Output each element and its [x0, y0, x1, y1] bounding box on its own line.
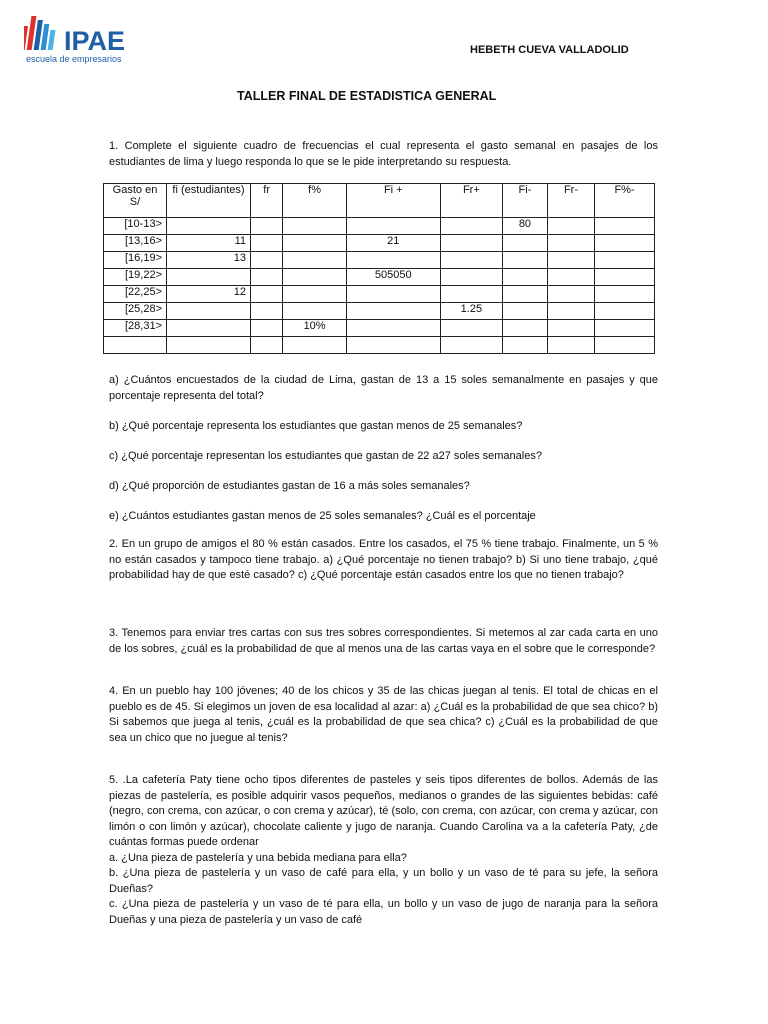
table-cell	[251, 286, 283, 303]
problem-4-text: 4. En un pueblo hay 100 jóvenes; 40 de los chicos y 35 de las chicas juegan al tenis. El total de chicas en el pueblo es de 45. Si elegimos un joven de esa localidad al azar: a) ¿Cuál es la probabilidad de que sea chico? b) Si sabemos que juega al tenis, ¿cuál es la probabilidad de que sea chica? c) ¿Cuál es la probabilidad de que sea un chico que no juegue al tenis?	[109, 685, 658, 744]
table-cell	[251, 235, 283, 252]
table-cell	[346, 320, 440, 337]
header-cell: fi (estudiantes)	[167, 184, 251, 218]
problem-5	[109, 773, 658, 928]
table-row	[104, 320, 655, 337]
table-cell: [19,22>	[104, 269, 167, 286]
table-cell	[440, 218, 502, 235]
problem-5-intro: 5. .La cafetería Paty tiene ocho tipos diferentes de pasteles y seis tipos diferentes de bollos. Además de las piezas de pastelería, es posible adquirir vasos pequeños, medianos o grandes de las siguientes bebidas: café (negro, con crema, con azúcar, o con crema y azúcar), té (solo, con crema, con azúcar, con crema y azúcar, con limón o con limón y azúcar), chocolate caliente y jugo de naranja. Cuando Carolina va a la cafetería Paty, ¿de cuántas formas puede ordenar	[109, 774, 658, 848]
table-cell: 21	[346, 235, 440, 252]
header-cell: f%	[283, 184, 347, 218]
table-cell	[440, 269, 502, 286]
table-row	[104, 252, 655, 269]
table-cell	[283, 269, 347, 286]
table-cell	[167, 320, 251, 337]
problem-2-text: 2. En un grupo de amigos el 80 % están casados. Entre los casados, el 75 % tiene trabajo. Finalmente, un 5 % no están casados y tampoco tiene trabajo. a) ¿Qué porcentaje no tienen trabajo? b) Si uno tiene trabajo, ¿qué probabilidad hay de que esté casado? c) ¿Qué porcentaje están casados entre los que no tienen trabajo?	[109, 538, 658, 581]
table-cell	[346, 286, 440, 303]
problem-3-text: 3. Tenemos para enviar tres cartas con sus tres sobres correspondientes. Si metemos al zar cada carta en uno de los sobres, ¿cuál es la probabilidad de que al menos una de las cartas vaya en el sobre que le corresponde?	[109, 627, 658, 655]
table-cell: 10%	[283, 320, 347, 337]
table-cell	[547, 252, 594, 269]
table-cell: 505050	[346, 269, 440, 286]
table-cell	[503, 269, 548, 286]
table-cell	[595, 218, 655, 235]
table-cell	[283, 218, 347, 235]
table-row	[104, 235, 655, 252]
table-cell: [13,16>	[104, 235, 167, 252]
logo-subtitle: escuela de empresarios	[26, 54, 122, 64]
header-cell: Fr-	[547, 184, 594, 218]
logo-bars-icon	[24, 12, 64, 54]
table-cell	[440, 286, 502, 303]
table-cell	[251, 320, 283, 337]
table-row	[104, 269, 655, 286]
table-cell: [28,31>	[104, 320, 167, 337]
table-cell: 11	[167, 235, 251, 252]
question-a: a) ¿Cuántos encuestados de la ciudad de Lima, gastan de 13 a 15 soles semanalmente en pasajes y que porcentaje representa del total?	[109, 374, 658, 402]
table-cell	[346, 337, 440, 354]
problem-1-text: 1. Complete el siguiente cuadro de frecuencias el cual representa el gasto semanal en pasajes de los estudiantes de lima y luego responda lo que se le pide interpretando su respuesta.	[109, 140, 658, 168]
table-cell	[547, 320, 594, 337]
question-d: d) ¿Qué proporción de estudiantes gastan de 16 a más soles semanales?	[109, 480, 470, 492]
table-row	[104, 337, 655, 354]
header-cell: Gasto en S/	[104, 184, 167, 218]
table-cell	[503, 303, 548, 320]
table-cell	[251, 218, 283, 235]
table-cell: 13	[167, 252, 251, 269]
table-cell	[503, 337, 548, 354]
table-cell	[346, 303, 440, 320]
table-cell	[595, 269, 655, 286]
table-cell	[440, 235, 502, 252]
table-cell	[346, 218, 440, 235]
table-cell	[251, 269, 283, 286]
table-cell	[167, 269, 251, 286]
logo-text: IPAE	[64, 26, 126, 56]
table-cell	[503, 252, 548, 269]
table-cell	[104, 337, 167, 354]
question-e: e) ¿Cuántos estudiantes gastan menos de 25 soles semanales? ¿Cuál es el porcentaje	[109, 510, 536, 522]
table-cell: 12	[167, 286, 251, 303]
header-cell: Fi +	[346, 184, 440, 218]
table-cell	[251, 337, 283, 354]
table-cell	[595, 337, 655, 354]
table-cell: 1.25	[440, 303, 502, 320]
table-cell	[440, 320, 502, 337]
table-cell: [22,25>	[104, 286, 167, 303]
document-title: TALLER FINAL DE ESTADISTICA GENERAL	[237, 89, 497, 103]
header-cell: fr	[251, 184, 283, 218]
table-cell	[283, 303, 347, 320]
header-cell: Fr+	[440, 184, 502, 218]
question-c: c) ¿Qué porcentaje representan los estudiantes que gastan de 22 a27 soles semanales?	[109, 450, 542, 462]
table-cell: [16,19>	[104, 252, 167, 269]
table-cell	[595, 235, 655, 252]
table-cell	[440, 252, 502, 269]
table-row	[104, 286, 655, 303]
table-header-row	[104, 184, 655, 218]
table-cell	[346, 252, 440, 269]
problem-5-item-c: c. ¿Una pieza de pastelería y un vaso de té para ella, un bollo y un vaso de jugo de naranja para la señora Dueñas y una pieza de pastelería y un vaso de café	[109, 898, 658, 926]
table-cell	[595, 252, 655, 269]
table-cell	[283, 235, 347, 252]
table-cell	[167, 218, 251, 235]
author-name: HEBETH CUEVA VALLADOLID	[470, 44, 629, 56]
table-row	[104, 218, 655, 235]
table-cell	[547, 286, 594, 303]
table-cell	[595, 320, 655, 337]
table-cell	[547, 218, 594, 235]
table-cell	[547, 303, 594, 320]
table-cell	[167, 303, 251, 320]
table-cell	[283, 252, 347, 269]
table-row	[104, 303, 655, 320]
header-cell: Fi-	[503, 184, 548, 218]
table-cell: [25,28>	[104, 303, 167, 320]
table-cell	[283, 337, 347, 354]
table-cell: [10-13>	[104, 218, 167, 235]
table-cell	[595, 303, 655, 320]
frequency-table	[103, 183, 655, 354]
table-cell	[251, 252, 283, 269]
table-cell	[547, 337, 594, 354]
table-cell	[167, 337, 251, 354]
table-cell	[503, 286, 548, 303]
table-cell	[283, 286, 347, 303]
header-cell: F%-	[595, 184, 655, 218]
table-cell	[440, 337, 502, 354]
ipae-logo	[24, 12, 154, 68]
problem-5-item-b: b. ¿Una pieza de pastelería y un vaso de café para ella, y un bollo y un vaso de té para su jefe, la señora Dueñas?	[109, 867, 658, 895]
table-cell	[251, 303, 283, 320]
table-cell	[547, 269, 594, 286]
table-cell	[547, 235, 594, 252]
table-cell	[503, 320, 548, 337]
question-b: b) ¿Qué porcentaje representa los estudiantes que gastan menos de 25 semanales?	[109, 420, 523, 432]
problem-5-item-a: a. ¿Una pieza de pastelería y una bebida mediana para ella?	[109, 851, 407, 864]
table-cell	[595, 286, 655, 303]
table-cell: 80	[503, 218, 548, 235]
table-cell	[503, 235, 548, 252]
